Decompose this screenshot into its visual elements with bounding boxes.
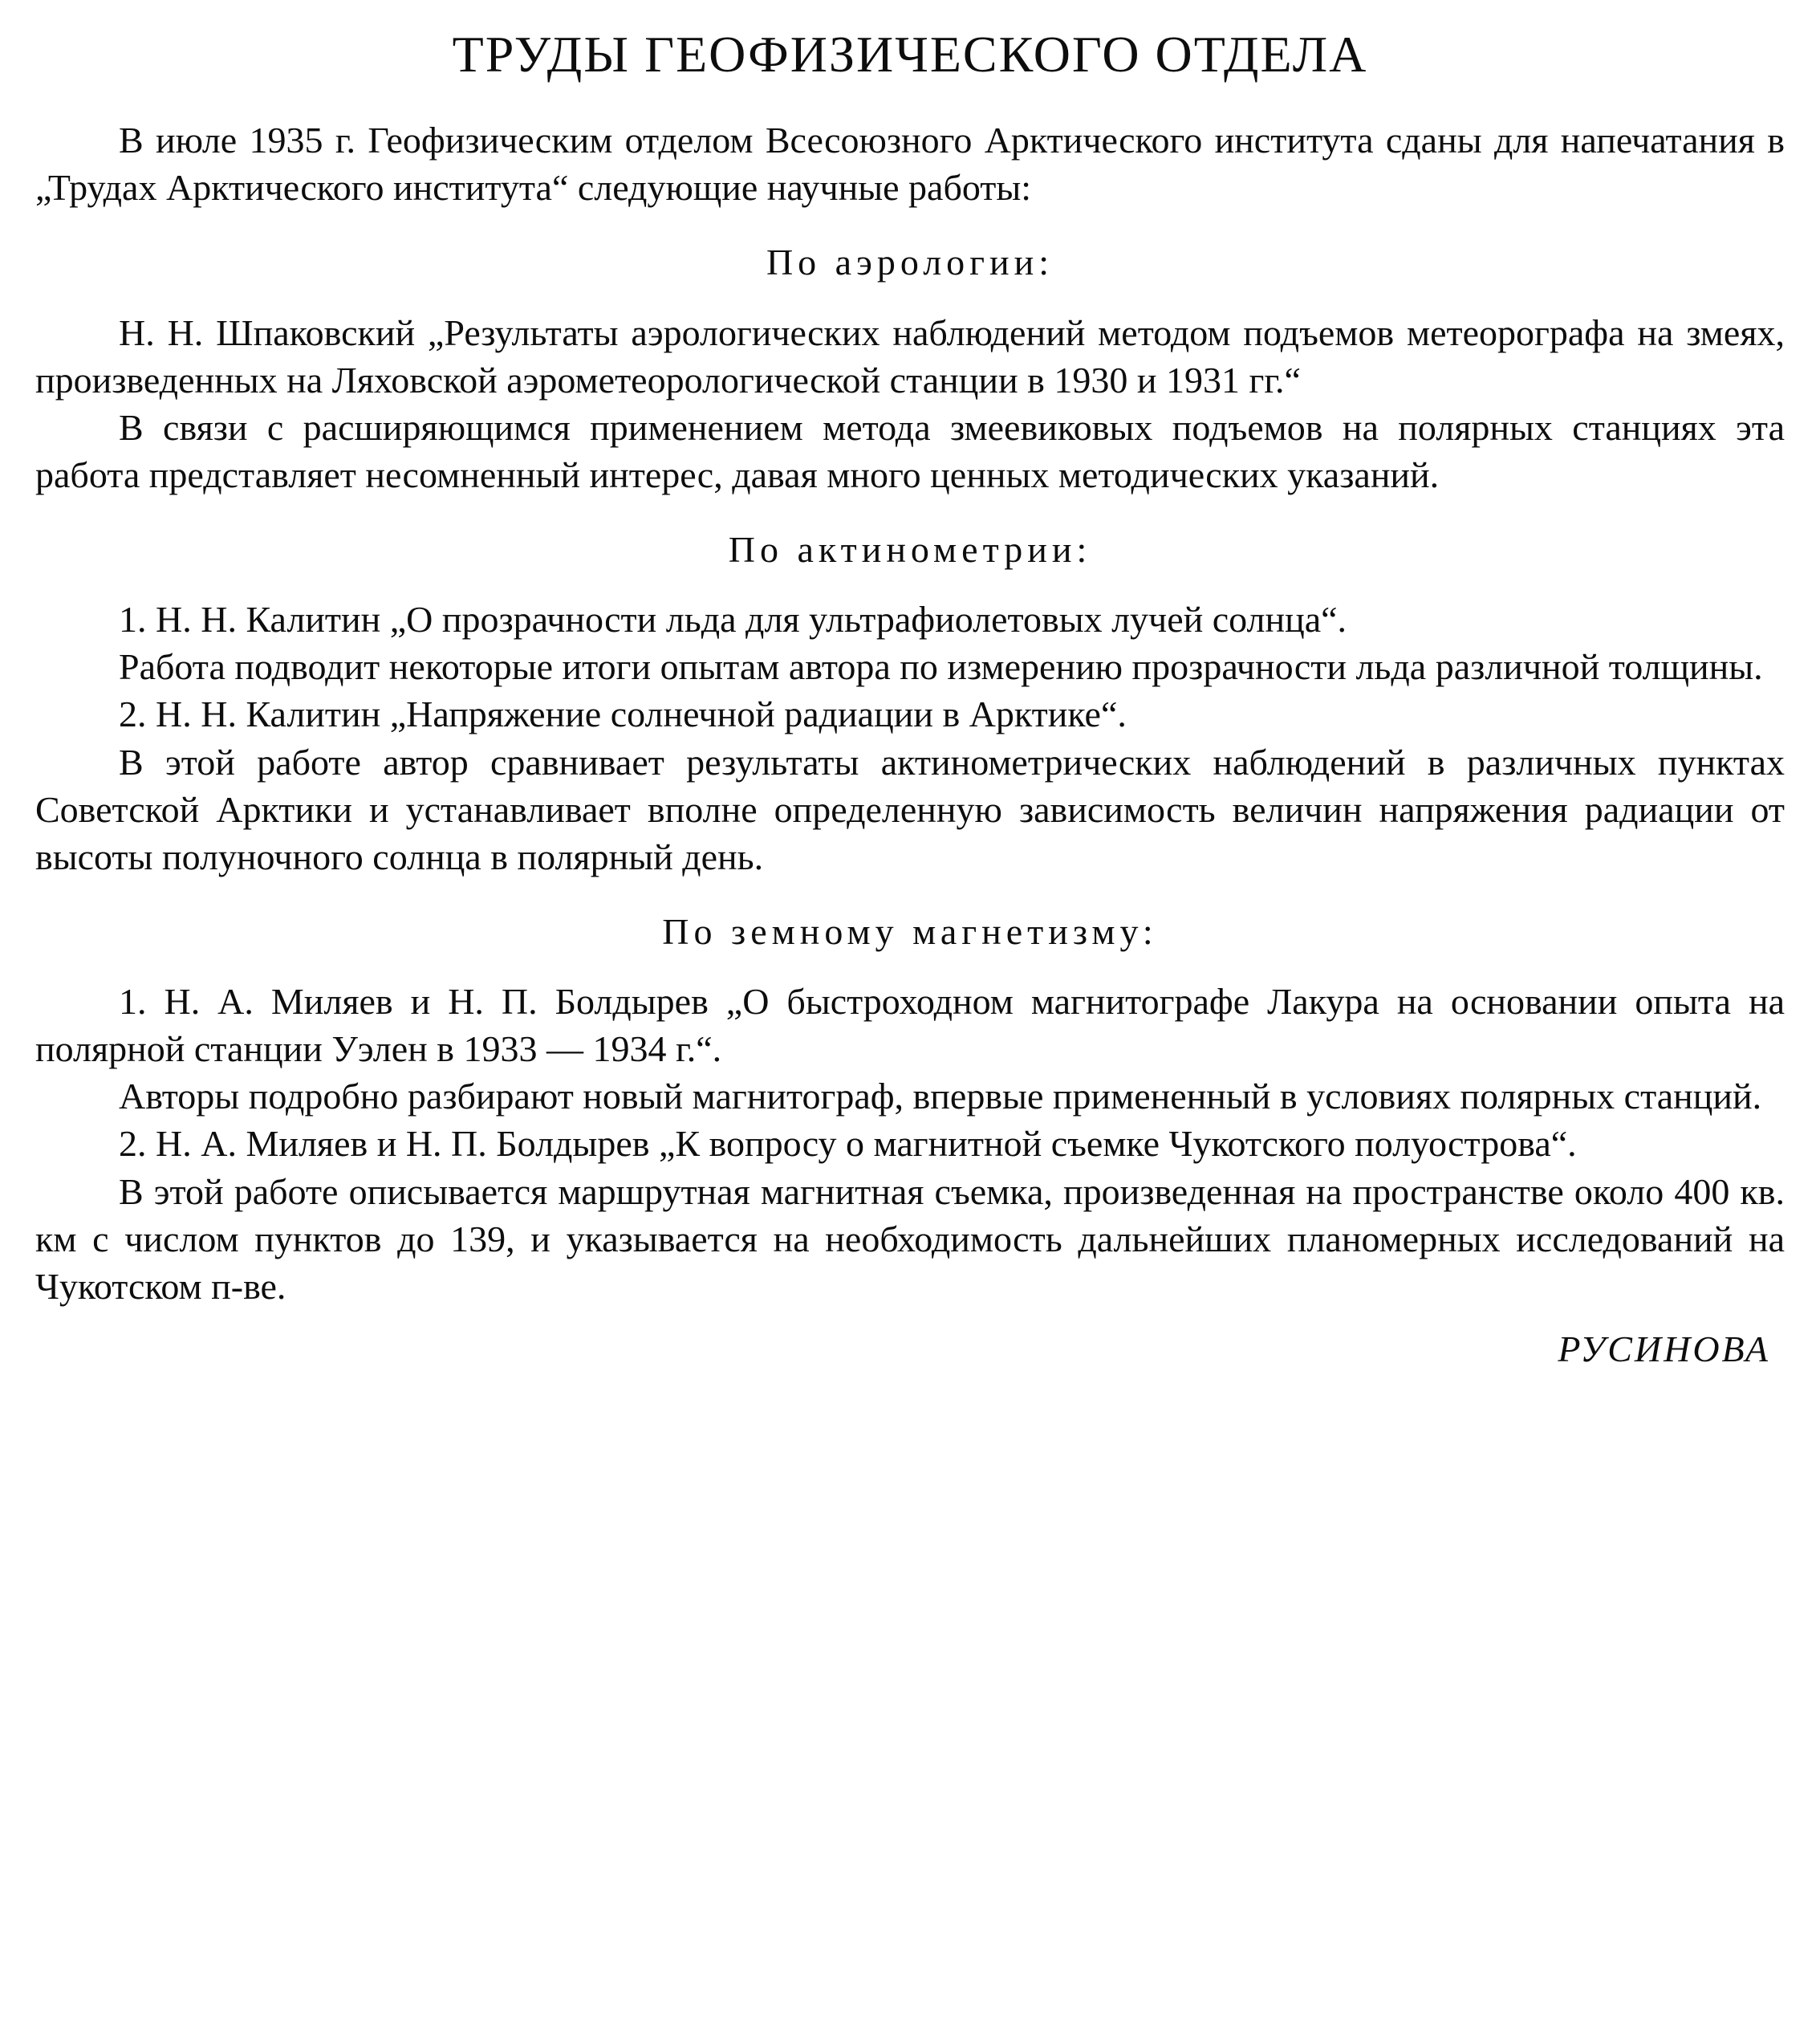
- entry-title-geomagnetism-2: 2. Н. А. Миляев и Н. П. Болдырев „К вопросу о магнитной съемке Чукотского полуострова“.: [119, 1123, 1577, 1165]
- section-heading-actinometry: По актинометрии:: [728, 529, 1092, 571]
- intro-paragraph: В июле 1935 г. Геофизическим отделом Всесоюзного Арктического института сданы для напечатания в „Трудах Арктического института“ следующие научные работы:: [35, 120, 1785, 209]
- entry-title-actinometry-2: 2. Н. Н. Калитин „Напряжение солнечной радиации в Арктике“.: [119, 694, 1127, 735]
- section-heading-geomagnetism: По земному магнетизму:: [662, 910, 1158, 952]
- entry-annotation-actinometry-1: Работа подводит некоторые итоги опытам автора по измерению прозрачности льда различной толщины.: [119, 646, 1763, 688]
- entry-title-aerology-1: Н. Н. Шпаковский „Результаты аэрологических наблюдений методом подъемов метеорографа на змеях, произведенных на Ляховской аэрометеорологической станции в 1930 и 1931 гг.“: [35, 311, 1785, 401]
- entry-annotation-geomagnetism-2: В этой работе описывается маршрутная магнитная съемка, произведенная на пространстве около 400 кв. км с числом пунктов до 139, и указывается на необходимость дальнейших планомерных исследований на Чукотском п-ве.: [35, 1170, 1785, 1307]
- entry-annotation-geomagnetism-1: Авторы подробно разбирают новый магнитограф, впервые примененный в условиях полярных станций.: [119, 1076, 1762, 1117]
- section-geomagnetism: [35, 909, 1785, 1310]
- entry-annotation-aerology-1: В связи с расширяющимся применением метода змеевиковых подъемов на полярных станциях эта работа представляет несомненный интерес, давая много ценных методических указаний.: [35, 406, 1785, 495]
- section-heading-aerology: По аэрологии:: [766, 242, 1054, 283]
- author-signature: РУСИНОВА: [1558, 1328, 1770, 1369]
- section-aerology: [35, 240, 1785, 498]
- entry-annotation-actinometry-2: В этой работе автор сравнивает результаты актинометрических наблюдений в различных пунктах Советской Арктики и устанавливает вполне определенную зависимость величин напряжения радиации от высоты полуночного солнца в полярный день.: [35, 741, 1785, 877]
- entry-title-actinometry-1: 1. Н. Н. Калитин „О прозрачности льда для ультрафиолетовых лучей солнца“.: [119, 599, 1347, 641]
- entry-title-geomagnetism-1: 1. Н. А. Миляев и Н. П. Болдырев „О быстроходном магнитографе Лакура на основании опыта на полярной станции Уэлен в 1933 — 1934 г.“.: [35, 981, 1785, 1070]
- page-title: ТРУДЫ ГЕОФИЗИЧЕСКОГО ОТДЕЛА: [452, 26, 1368, 83]
- section-actinometry: [35, 527, 1785, 881]
